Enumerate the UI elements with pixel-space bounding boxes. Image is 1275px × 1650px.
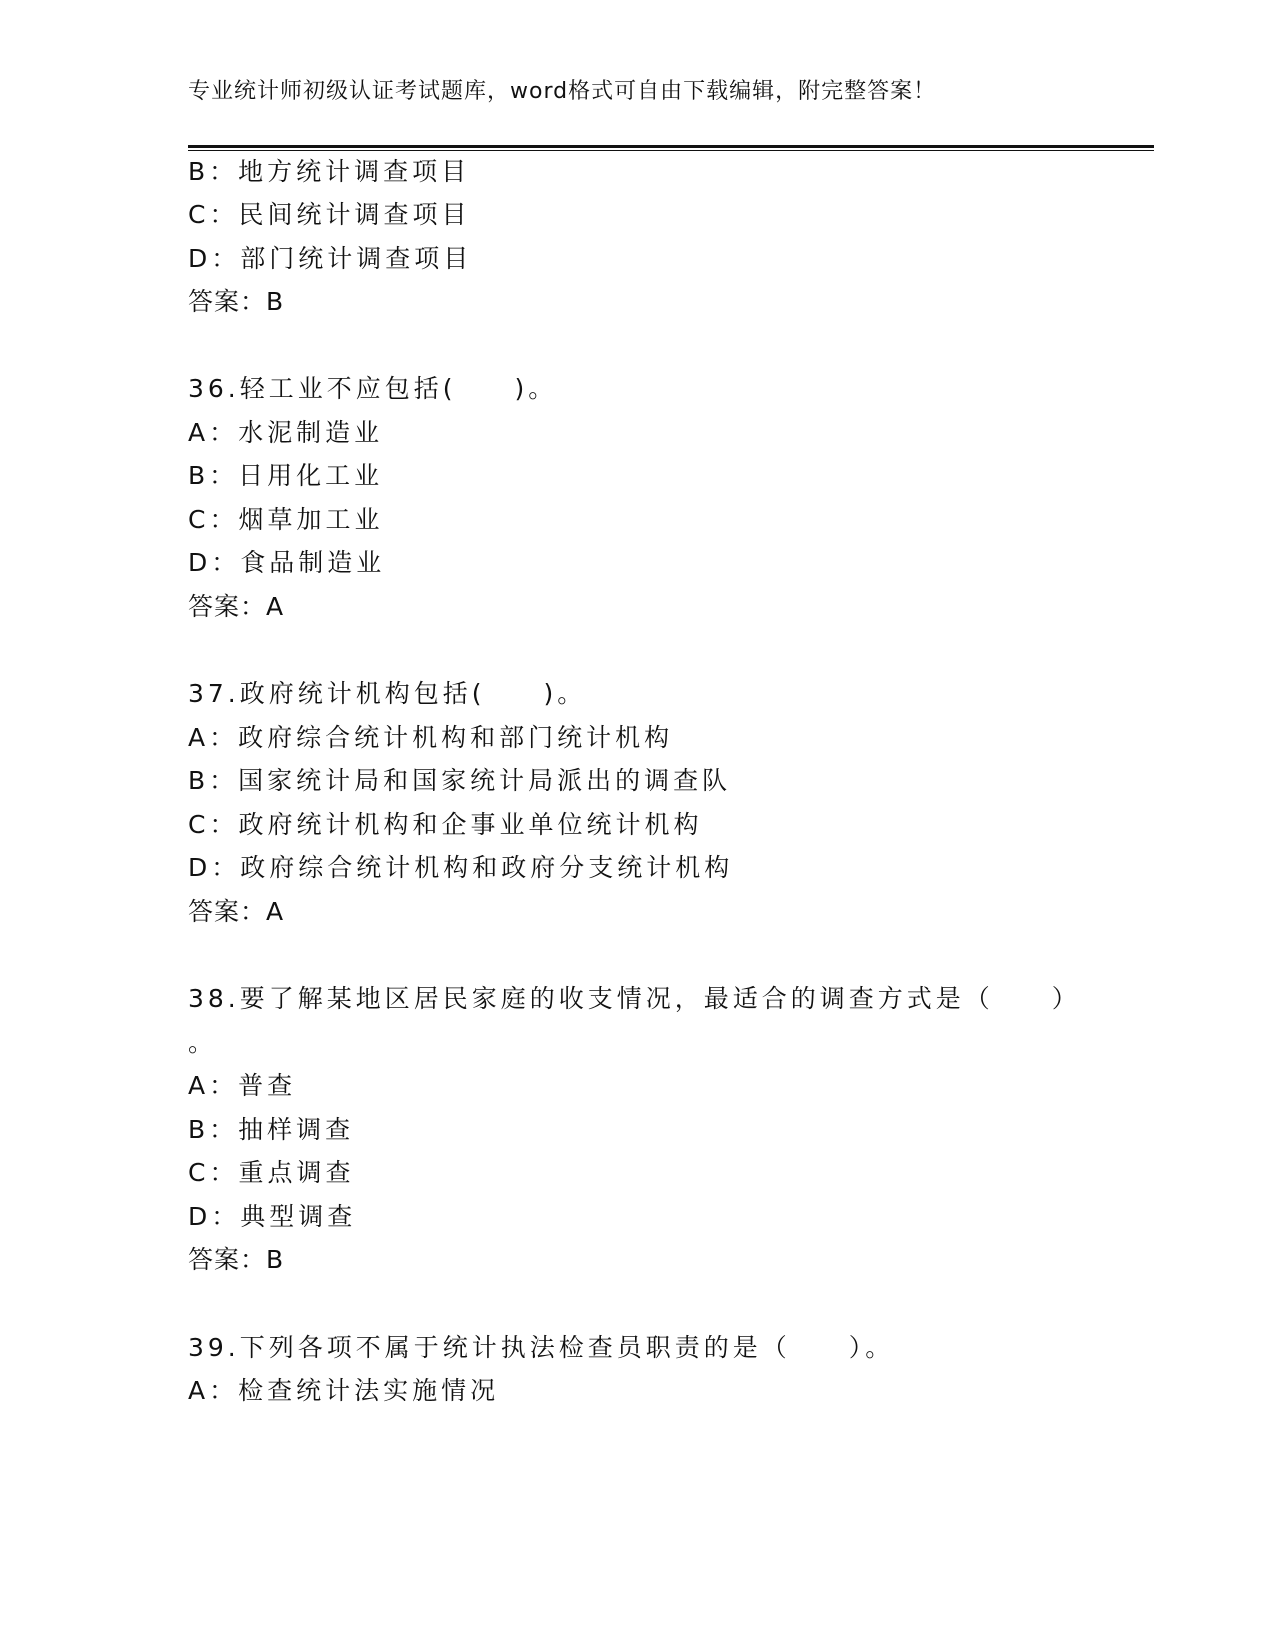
option-38-d: D：典型调查 — [188, 1202, 357, 1231]
option-35-b: B：地方统计调查项目 — [188, 157, 471, 186]
option-37-b: B：国家统计局和国家统计局派出的调查队 — [188, 766, 732, 795]
question-38-continuation: 。 — [188, 1028, 218, 1057]
answer-36: 答案：A — [188, 592, 285, 621]
answer-38: 答案：B — [188, 1245, 285, 1274]
option-36-c: C：烟草加工业 — [188, 505, 384, 534]
option-36-d: D：食品制造业 — [188, 548, 386, 577]
header-rule-thick — [188, 145, 1154, 148]
option-35-c: C：民间统计调查项目 — [188, 200, 471, 229]
option-38-a: A：普查 — [188, 1071, 297, 1100]
option-37-c: C：政府统计机构和企事业单位统计机构 — [188, 810, 703, 839]
option-35-d: D：部门统计调查项目 — [188, 244, 473, 273]
option-37-a: A：政府综合统计机构和部门统计机构 — [188, 723, 674, 752]
option-39-a: A：检查统计法实施情况 — [188, 1376, 500, 1405]
question-37: 37.政府统计机构包括( )。 — [188, 679, 587, 708]
question-38: 38.要了解某地区居民家庭的收支情况，最适合的调查方式是（ ） — [188, 984, 1081, 1013]
option-36-a: A：水泥制造业 — [188, 418, 384, 447]
page-header: 专业统计师初级认证考试题库，word格式可自由下载编辑，附完整答案！ — [188, 79, 937, 104]
option-36-b: B：日用化工业 — [188, 461, 384, 490]
option-38-c: C：重点调查 — [188, 1158, 355, 1187]
question-36: 36.轻工业不应包括( )。 — [188, 374, 558, 403]
answer-37: 答案：A — [188, 897, 285, 926]
header-rule-thin — [188, 150, 1154, 151]
option-37-d: D：政府综合统计机构和政府分支统计机构 — [188, 853, 734, 882]
answer-35: 答案：B — [188, 287, 285, 316]
question-39: 39.下列各项不属于统计执法检查员职责的是（ ）。 — [188, 1333, 895, 1362]
option-38-b: B：抽样调查 — [188, 1115, 355, 1144]
